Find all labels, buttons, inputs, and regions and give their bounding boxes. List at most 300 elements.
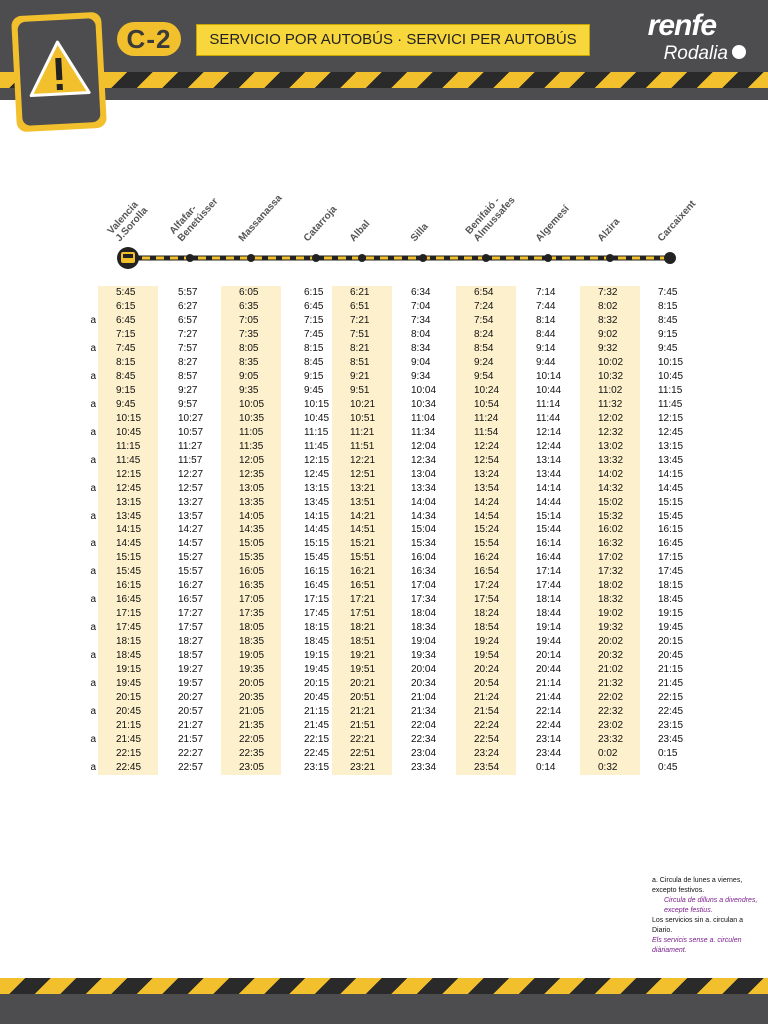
- station-name: Catarroja: [301, 204, 340, 244]
- time-cell: 16:32: [598, 538, 624, 550]
- time-cell: 11:27: [178, 440, 203, 452]
- time-cell: 18:45: [304, 636, 330, 648]
- time-cell: 22:45: [658, 706, 684, 718]
- time-cell: 9:32: [598, 342, 618, 354]
- time-cell: 14:27: [178, 524, 204, 536]
- time-cell: 14:14: [536, 482, 562, 494]
- time-cell: 20:35: [239, 692, 265, 704]
- time-cell: 10:45: [658, 370, 684, 382]
- time-cell: 9:45: [304, 384, 324, 396]
- time-cell: 15:51: [350, 552, 376, 564]
- time-cell: 21:24: [474, 692, 500, 704]
- line-badge: C-2: [117, 22, 181, 56]
- time-cell: 13:14: [536, 454, 562, 466]
- time-cell: 8:57: [178, 370, 198, 382]
- row-mark: a: [90, 482, 96, 494]
- time-cell: 15:21: [350, 538, 376, 550]
- notes: [652, 876, 764, 956]
- time-cell: 7:24: [474, 300, 494, 312]
- time-cell: 22:45: [116, 761, 142, 773]
- time-cell: 5:57: [178, 287, 198, 298]
- time-cell: 13:54: [474, 482, 500, 494]
- time-cell: 10:15: [304, 398, 330, 410]
- time-cell: 21:35: [239, 720, 265, 732]
- time-cell: 23:21: [350, 761, 376, 773]
- time-cell: 13:45: [304, 496, 330, 508]
- table-row: [0, 691, 700, 705]
- time-cell: 15:54: [474, 538, 500, 550]
- time-cell: 8:04: [411, 328, 431, 340]
- time-cell: 17:24: [474, 580, 500, 592]
- time-cell: 15:45: [116, 566, 142, 578]
- time-cell: 18:35: [239, 636, 265, 648]
- time-cell: 16:54: [474, 566, 500, 578]
- time-cell: 21:05: [239, 706, 265, 718]
- time-cell: 8:45: [658, 314, 678, 326]
- time-cell: 16:51: [350, 580, 376, 592]
- time-cell: 18:15: [658, 580, 684, 592]
- time-cell: 9:57: [178, 398, 198, 410]
- time-cell: 12:57: [178, 482, 204, 494]
- time-cell: 23:45: [658, 734, 684, 745]
- time-cell: 14:35: [239, 524, 265, 536]
- time-cell: 12:24: [474, 440, 500, 452]
- time-cell: 14:45: [658, 482, 684, 494]
- route-stop-icon: [544, 254, 552, 262]
- time-cell: 15:34: [411, 538, 437, 550]
- time-cell: 15:14: [536, 510, 562, 522]
- time-cell: 19:57: [178, 678, 204, 690]
- time-cell: 12:15: [304, 454, 330, 466]
- table-row: [0, 342, 700, 356]
- time-cell: 19:27: [178, 664, 204, 676]
- time-cell: 12:34: [411, 454, 437, 466]
- row-mark: [0, 356, 98, 370]
- time-cell: 17:51: [350, 608, 376, 620]
- time-cell: 20:45: [658, 650, 684, 662]
- time-cell: 10:57: [178, 426, 204, 438]
- time-cell: 21:45: [658, 678, 684, 690]
- time-cell: 10:45: [304, 412, 330, 424]
- time-cell: 16:21: [350, 566, 376, 578]
- time-cell: 22:15: [304, 734, 330, 745]
- row-mark: [0, 384, 98, 398]
- time-cell: 6:15: [304, 287, 324, 298]
- brand-rodalia: Rodalia: [596, 42, 746, 66]
- time-cell: 10:45: [116, 426, 142, 438]
- time-cell: 22:02: [598, 692, 624, 704]
- time-cell: 15:15: [116, 552, 142, 564]
- route-stop-icon: [358, 254, 366, 262]
- time-cell: 20:14: [536, 650, 562, 662]
- table-row: [0, 482, 700, 496]
- time-cell: 18:14: [536, 594, 562, 606]
- time-cell: 14:05: [239, 510, 265, 522]
- time-cell: 6:57: [178, 314, 198, 326]
- time-cell: 16:34: [411, 566, 437, 578]
- time-cell: 0:45: [658, 761, 678, 773]
- time-cell: 12:15: [116, 468, 142, 480]
- time-cell: 10:51: [350, 412, 376, 424]
- time-cell: 14:45: [304, 524, 330, 536]
- time-cell: 7:45: [658, 287, 678, 298]
- time-cell: 13:34: [411, 482, 437, 494]
- time-cell: 11:45: [116, 454, 141, 466]
- time-cell: 22:35: [239, 747, 265, 759]
- time-cell: 23:34: [411, 761, 437, 773]
- time-cell: 6:21: [350, 287, 370, 298]
- time-cell: 16:45: [658, 538, 684, 550]
- time-cell: 21:27: [178, 720, 204, 732]
- time-cell: 11:32: [598, 398, 623, 410]
- time-cell: 16:24: [474, 552, 500, 564]
- time-cell: 8:05: [239, 342, 259, 354]
- time-cell: 7:57: [178, 342, 198, 354]
- time-cell: 8:15: [658, 300, 678, 312]
- table-row: [0, 621, 700, 635]
- table-row: [0, 286, 700, 300]
- row-mark: [0, 412, 98, 426]
- time-cell: 7:14: [536, 287, 556, 298]
- time-cell: 8:15: [116, 356, 136, 368]
- time-cell: 15:45: [658, 510, 684, 522]
- time-cell: 21:44: [536, 692, 562, 704]
- station-name: Albal: [347, 218, 373, 244]
- time-cell: 16:45: [116, 594, 142, 606]
- time-cell: 6:45: [304, 300, 324, 312]
- time-cell: 22:15: [116, 747, 142, 759]
- time-cell: 12:44: [536, 440, 562, 452]
- time-cell: 17:21: [350, 594, 376, 606]
- time-cell: 19:15: [658, 608, 684, 620]
- time-cell: 11:15: [304, 426, 329, 438]
- time-cell: 6:27: [178, 300, 198, 312]
- time-cell: 17:34: [411, 594, 437, 606]
- time-cell: 0:32: [598, 761, 618, 773]
- route-stop-icon: [247, 254, 255, 262]
- time-cell: 20:45: [116, 706, 142, 718]
- time-cell: 0:14: [536, 761, 556, 773]
- time-cell: 11:14: [536, 398, 561, 410]
- time-cell: 17:35: [239, 608, 265, 620]
- time-cell: 23:24: [474, 747, 500, 759]
- time-cell: 9:45: [116, 398, 136, 410]
- time-cell: 11:45: [304, 440, 329, 452]
- station-name: Valencia J.Sorolla: [105, 199, 151, 244]
- time-cell: 21:45: [304, 720, 330, 732]
- time-cell: 13:15: [304, 482, 330, 494]
- time-cell: 7:15: [116, 328, 136, 340]
- time-cell: 18:45: [658, 594, 684, 606]
- table-row: [0, 384, 700, 398]
- time-cell: 11:05: [239, 426, 264, 438]
- warning-icon: [24, 36, 93, 99]
- table-row: [0, 328, 700, 342]
- time-cell: 8:15: [304, 342, 324, 354]
- time-cell: 11:21: [350, 426, 375, 438]
- time-cell: 20:04: [411, 664, 437, 676]
- time-cell: 20:15: [116, 692, 142, 704]
- time-cell: 18:45: [116, 650, 142, 662]
- table-row: [0, 635, 700, 649]
- time-cell: 20:27: [178, 692, 204, 704]
- time-cell: 14:44: [536, 496, 562, 508]
- time-cell: 21:15: [658, 664, 684, 676]
- time-cell: 11:44: [536, 412, 561, 424]
- time-cell: 17:45: [304, 608, 330, 620]
- time-cell: 13:15: [658, 440, 684, 452]
- table-row: [0, 607, 700, 621]
- time-cell: 15:02: [598, 496, 624, 508]
- row-mark: a: [90, 622, 96, 634]
- time-cell: 13:45: [116, 510, 142, 522]
- time-cell: 12:27: [178, 468, 204, 480]
- warning-badge: [11, 12, 107, 133]
- time-cell: 15:57: [178, 566, 204, 578]
- row-mark: a: [90, 650, 96, 662]
- time-cell: 17:57: [178, 622, 204, 634]
- time-cell: 20:44: [536, 664, 562, 676]
- time-cell: 6:51: [350, 300, 370, 312]
- time-cell: 8:54: [474, 342, 494, 354]
- time-cell: 19:05: [239, 650, 265, 662]
- time-cell: 7:34: [411, 314, 431, 326]
- table-row: [0, 705, 700, 719]
- time-cell: 21:02: [598, 664, 624, 676]
- time-cell: 23:15: [658, 720, 684, 732]
- time-cell: 16:04: [411, 552, 437, 564]
- time-cell: 20:24: [474, 664, 500, 676]
- time-cell: 12:21: [350, 454, 376, 466]
- rodalia-icon: [732, 45, 746, 59]
- time-cell: 13:51: [350, 496, 376, 508]
- time-cell: 17:15: [116, 608, 142, 620]
- route-stop-icon: [186, 254, 194, 262]
- table-row: [0, 496, 700, 510]
- time-cell: 18:15: [304, 622, 330, 634]
- time-cell: 12:45: [116, 482, 142, 494]
- time-cell: 22:57: [178, 761, 204, 773]
- time-cell: 8:32: [598, 314, 618, 326]
- time-cell: 13:15: [116, 496, 142, 508]
- time-cell: 11:15: [116, 440, 141, 452]
- time-cell: 6:15: [116, 300, 136, 312]
- note-other-es: Los servicios sin a. circulan a Diario.: [652, 917, 744, 934]
- time-cell: 7:32: [598, 287, 618, 298]
- time-cell: 7:15: [304, 314, 324, 326]
- time-cell: 23:02: [598, 720, 624, 732]
- time-cell: 22:14: [536, 706, 562, 718]
- time-cell: 18:51: [350, 636, 376, 648]
- time-cell: 19:04: [411, 636, 437, 648]
- route-stop-icon: [606, 254, 614, 262]
- time-cell: 13:24: [474, 468, 500, 480]
- time-cell: 19:02: [598, 608, 624, 620]
- time-cell: 22:21: [350, 734, 376, 745]
- time-cell: 22:27: [178, 747, 204, 759]
- time-cell: 14:21: [350, 510, 376, 522]
- time-cell: 19:54: [474, 650, 500, 662]
- row-mark: a: [90, 342, 96, 354]
- time-cell: 8:14: [536, 314, 556, 326]
- time-cell: 10:32: [598, 370, 624, 382]
- time-cell: 22:04: [411, 720, 437, 732]
- row-mark: a: [90, 538, 96, 550]
- route-stop-icon: [664, 252, 676, 264]
- time-cell: 7:54: [474, 314, 494, 326]
- table-row: [0, 523, 700, 537]
- time-cell: 8:45: [116, 370, 136, 382]
- time-cell: 16:15: [116, 580, 142, 592]
- station-name: Carcaixent: [655, 198, 699, 244]
- time-cell: 20:57: [178, 706, 204, 718]
- time-cell: 9:15: [116, 384, 136, 396]
- row-mark: a: [90, 398, 96, 410]
- time-cell: 18:44: [536, 608, 562, 620]
- time-cell: 19:15: [116, 664, 142, 676]
- time-cell: 19:21: [350, 650, 376, 662]
- time-cell: 21:21: [350, 706, 376, 718]
- table-row: [0, 733, 700, 747]
- time-cell: 19:44: [536, 636, 562, 648]
- time-cell: 10:54: [474, 398, 500, 410]
- row-mark: [0, 523, 98, 537]
- time-cell: 10:35: [239, 412, 265, 424]
- time-cell: 14:15: [658, 468, 684, 480]
- time-cell: 21:04: [411, 692, 437, 704]
- time-cell: 0:15: [658, 747, 678, 759]
- row-mark: [0, 468, 98, 482]
- time-cell: 11:57: [178, 454, 203, 466]
- row-mark: a: [90, 454, 96, 466]
- time-cell: 17:15: [304, 594, 330, 606]
- route-stop-icon: [312, 254, 320, 262]
- brand-logo: [596, 10, 746, 70]
- table-row: [0, 370, 700, 384]
- route-line: [0, 247, 768, 269]
- timetable: [0, 286, 700, 775]
- note-a-es: a. Circula de lunes a viernes, excepto festivos.: [652, 877, 743, 894]
- time-cell: 6:54: [474, 287, 494, 298]
- time-cell: 17:45: [116, 622, 142, 634]
- time-cell: 16:15: [304, 566, 330, 578]
- time-cell: 7:45: [116, 342, 136, 354]
- time-cell: 6:34: [411, 287, 431, 298]
- time-cell: 14:34: [411, 510, 437, 522]
- time-cell: 8:35: [239, 356, 259, 368]
- time-cell: 19:32: [598, 622, 624, 634]
- page-title: SERVICIO POR AUTOBÚS · SERVICI PER AUTOBÚS: [196, 24, 590, 56]
- time-cell: 16:57: [178, 594, 204, 606]
- time-cell: 18:54: [474, 622, 500, 634]
- row-mark: a: [90, 734, 96, 745]
- time-cell: 17:14: [536, 566, 562, 578]
- time-cell: 12:04: [411, 440, 437, 452]
- row-mark: a: [90, 510, 96, 522]
- station-name: Algemesí: [533, 203, 572, 244]
- time-cell: 20:21: [350, 678, 376, 690]
- time-cell: 21:14: [536, 678, 562, 690]
- time-cell: 16:15: [658, 524, 684, 536]
- time-cell: 9:44: [536, 356, 556, 368]
- time-cell: 17:05: [239, 594, 265, 606]
- table-row: [0, 412, 700, 426]
- time-cell: 17:27: [178, 608, 204, 620]
- time-cell: 7:45: [304, 328, 324, 340]
- time-cell: 11:02: [598, 384, 623, 396]
- time-cell: 11:51: [350, 440, 375, 452]
- time-cell: 22:54: [474, 734, 500, 745]
- time-cell: 9:04: [411, 356, 431, 368]
- time-cell: 7:51: [350, 328, 370, 340]
- time-cell: 12:32: [598, 426, 624, 438]
- time-cell: 23:05: [239, 761, 265, 773]
- footer-bar: [0, 994, 768, 1024]
- time-cell: 23:15: [304, 761, 330, 773]
- time-cell: 16:14: [536, 538, 562, 550]
- time-cell: 5:45: [116, 287, 136, 298]
- time-cell: 14:04: [411, 496, 437, 508]
- table-row: [0, 356, 700, 370]
- time-cell: 10:02: [598, 356, 624, 368]
- time-cell: 20:45: [304, 692, 330, 704]
- row-mark: a: [90, 706, 96, 718]
- time-cell: 9:14: [536, 342, 556, 354]
- time-cell: 12:45: [304, 468, 330, 480]
- row-mark: [0, 579, 98, 593]
- time-cell: 14:45: [116, 538, 142, 550]
- time-cell: 6:45: [116, 314, 136, 326]
- brand-renfe: renfe: [647, 9, 716, 42]
- time-cell: 22:24: [474, 720, 500, 732]
- table-row: [0, 565, 700, 579]
- time-cell: 9:54: [474, 370, 494, 382]
- time-cell: 23:14: [536, 734, 562, 745]
- time-cell: 17:15: [658, 552, 684, 564]
- table-row: [0, 677, 700, 691]
- time-cell: 14:15: [116, 524, 142, 536]
- row-mark: a: [90, 314, 96, 326]
- row-mark: a: [90, 426, 96, 438]
- table-row: [0, 440, 700, 454]
- hazard-stripe-top: [0, 72, 768, 88]
- time-cell: 13:21: [350, 482, 376, 494]
- table-row: [0, 537, 700, 551]
- time-cell: 18:21: [350, 622, 376, 634]
- time-cell: 15:44: [536, 524, 562, 536]
- time-cell: 15:27: [178, 552, 204, 564]
- table-row: [0, 454, 700, 468]
- time-cell: 13:05: [239, 482, 265, 494]
- time-cell: 20:32: [598, 650, 624, 662]
- time-cell: 18:15: [116, 636, 142, 648]
- time-cell: 9:51: [350, 384, 370, 396]
- time-cell: 8:24: [474, 328, 494, 340]
- time-cell: 11:24: [474, 412, 499, 424]
- time-cell: 15:45: [304, 552, 330, 564]
- time-cell: 8:27: [178, 356, 198, 368]
- time-cell: 8:34: [411, 342, 431, 354]
- time-cell: 10:21: [350, 398, 376, 410]
- time-cell: 7:27: [178, 328, 198, 340]
- time-cell: 10:27: [178, 412, 204, 424]
- time-cell: 10:14: [536, 370, 562, 382]
- time-cell: 19:51: [350, 664, 376, 676]
- time-cell: 20:02: [598, 636, 624, 648]
- time-cell: 12:35: [239, 468, 265, 480]
- time-cell: 8:02: [598, 300, 618, 312]
- time-cell: 18:02: [598, 580, 624, 592]
